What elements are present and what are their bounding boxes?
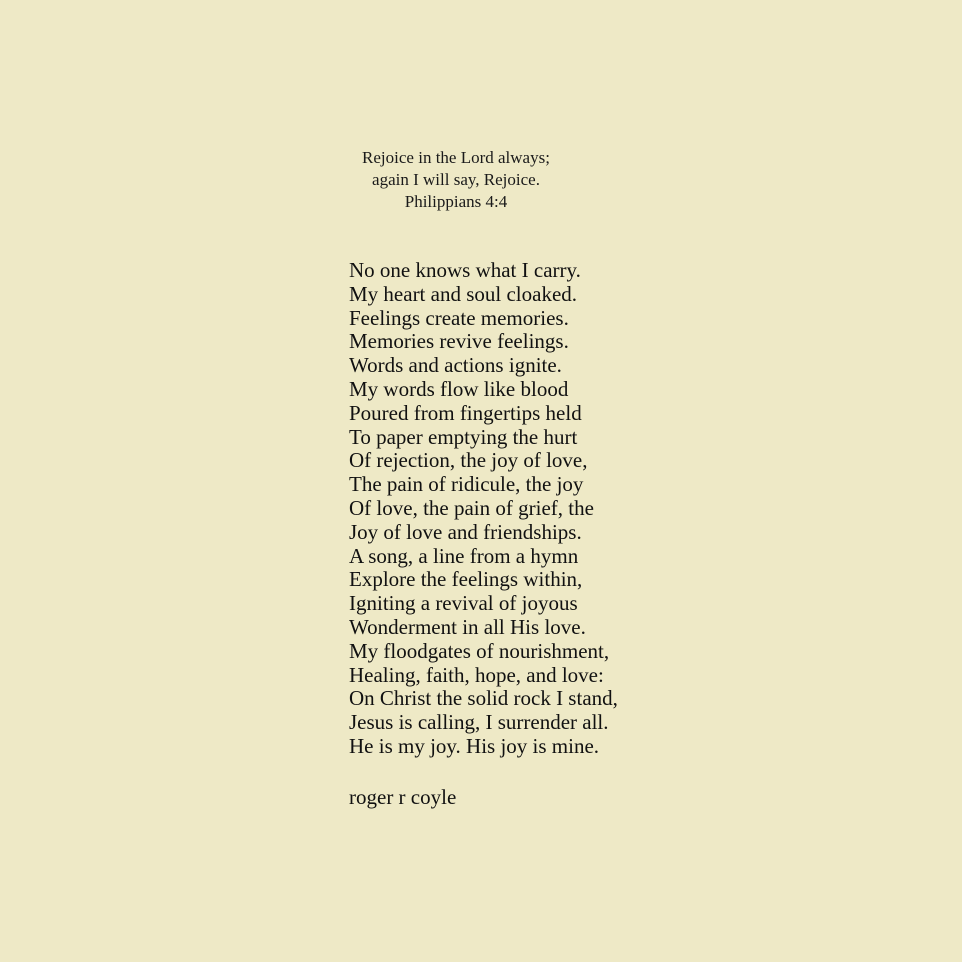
poem-line: My words flow like blood <box>349 376 569 401</box>
poem-line: He is my joy. His joy is mine. <box>349 733 600 758</box>
poem-line: Jesus is calling, I surrender all. <box>349 710 609 735</box>
poem-line: Explore the feelings within, <box>349 567 583 592</box>
poem-line: Igniting a revival of joyous <box>349 591 578 616</box>
epigraph-line-1: Rejoice in the Lord always; <box>362 148 550 167</box>
poem-line: My floodgates of nourishment, <box>349 638 610 663</box>
poem-line: Words and actions ignite. <box>349 353 562 378</box>
poem-line: Memories revive feelings. <box>349 329 569 354</box>
poem-line: A song, a line from a hymn <box>349 543 579 568</box>
poem-body <box>349 259 618 759</box>
poem-line: My heart and soul cloaked. <box>349 281 578 306</box>
poem-line: Feelings create memories. <box>349 305 569 330</box>
poem-line: Wonderment in all His love. <box>349 614 586 639</box>
poem-line: Of rejection, the joy of love, <box>349 448 588 473</box>
poem-line: No one knows what I carry. <box>349 258 581 282</box>
author-name: roger r coyle <box>349 785 457 809</box>
epigraph-citation: Philippians 4:4 <box>404 192 508 211</box>
poem-line: Poured from fingertips held <box>349 400 582 425</box>
poem-line: Of love, the pain of grief, the <box>349 495 594 520</box>
poem-line: To paper emptying the hurt <box>349 424 578 449</box>
epigraph <box>311 147 601 213</box>
epigraph-line-2: again I will say, Rejoice. <box>372 170 540 189</box>
poem-line: The pain of ridicule, the joy <box>349 472 584 497</box>
poem-line: On Christ the solid rock I stand, <box>349 686 618 711</box>
poem-line: Joy of love and friendships. <box>349 519 582 544</box>
poem-line: Healing, faith, hope, and love: <box>349 662 604 687</box>
